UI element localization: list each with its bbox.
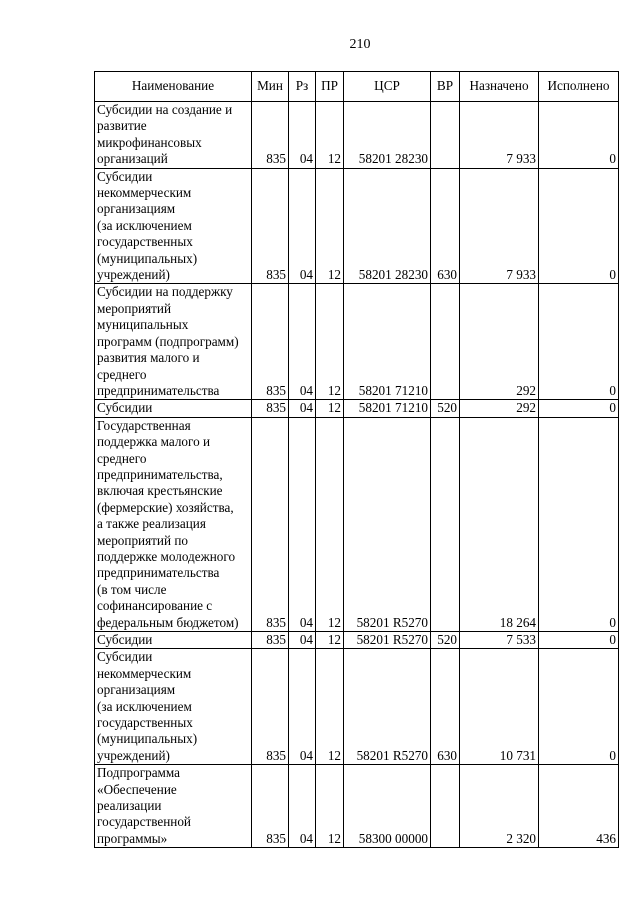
cell-pr: 12 <box>316 168 344 284</box>
cell-name: Субсидии на создание и развитие микрофинансовых организаций <box>95 102 252 169</box>
cell-vr: 630 <box>431 168 460 284</box>
cell-min: 835 <box>252 765 289 848</box>
cell-min: 835 <box>252 400 289 417</box>
cell-name: Государственная поддержка малого и среднего предпринимательства, включая крестьянские (фермерские) хозяйства, а также реализация мероприятий по поддержке молодежного предпринимательства (в том числе софинансирование с федеральным бюджетом) <box>95 417 252 631</box>
cell-assigned: 2 320 <box>460 765 539 848</box>
cell-rz: 04 <box>289 417 316 631</box>
cell-csr: 58201 71210 <box>344 284 431 400</box>
table-row <box>95 102 619 169</box>
table-row <box>95 632 619 649</box>
cell-pr: 12 <box>316 765 344 848</box>
header-name: Наименование <box>95 72 252 102</box>
cell-vr: 630 <box>431 649 460 765</box>
budget-table <box>94 71 619 848</box>
cell-csr: 58201 28230 <box>344 102 431 169</box>
cell-min: 835 <box>252 168 289 284</box>
cell-min: 835 <box>252 632 289 649</box>
cell-csr: 58300 00000 <box>344 765 431 848</box>
header-assigned: Назначено <box>460 72 539 102</box>
cell-name: Субсидии некоммерческим организациям (за исключением государственных (муниципальных) учреждений) <box>95 168 252 284</box>
cell-executed: 0 <box>539 168 619 284</box>
header-vr: ВР <box>431 72 460 102</box>
table-row <box>95 417 619 631</box>
cell-vr <box>431 284 460 400</box>
cell-assigned: 7 533 <box>460 632 539 649</box>
cell-min: 835 <box>252 102 289 169</box>
cell-rz: 04 <box>289 649 316 765</box>
cell-csr: 58201 28230 <box>344 168 431 284</box>
header-csr: ЦСР <box>344 72 431 102</box>
cell-csr: 58201 R5270 <box>344 417 431 631</box>
cell-executed: 436 <box>539 765 619 848</box>
cell-rz: 04 <box>289 765 316 848</box>
cell-assigned: 292 <box>460 284 539 400</box>
cell-pr: 12 <box>316 632 344 649</box>
page-number: 210 <box>349 37 371 52</box>
cell-min: 835 <box>252 417 289 631</box>
cell-name: Субсидии <box>95 400 252 417</box>
table-row <box>95 168 619 284</box>
cell-pr: 12 <box>316 649 344 765</box>
cell-pr: 12 <box>316 102 344 169</box>
cell-name: Субсидии <box>95 632 252 649</box>
cell-executed: 0 <box>539 632 619 649</box>
cell-rz: 04 <box>289 400 316 417</box>
cell-rz: 04 <box>289 102 316 169</box>
header-pr: ПР <box>316 72 344 102</box>
cell-csr: 58201 R5270 <box>344 632 431 649</box>
cell-csr: 58201 R5270 <box>344 649 431 765</box>
cell-rz: 04 <box>289 168 316 284</box>
cell-vr: 520 <box>431 632 460 649</box>
cell-assigned: 7 933 <box>460 102 539 169</box>
cell-executed: 0 <box>539 649 619 765</box>
cell-pr: 12 <box>316 400 344 417</box>
cell-min: 835 <box>252 649 289 765</box>
cell-rz: 04 <box>289 632 316 649</box>
cell-rz: 04 <box>289 284 316 400</box>
table-row <box>95 765 619 848</box>
cell-executed: 0 <box>539 102 619 169</box>
table-row <box>95 284 619 400</box>
cell-assigned: 10 731 <box>460 649 539 765</box>
cell-name: Субсидии некоммерческим организациям (за исключением государственных (муниципальных) учреждений) <box>95 649 252 765</box>
cell-vr <box>431 417 460 631</box>
cell-executed: 0 <box>539 284 619 400</box>
table-row <box>95 400 619 417</box>
cell-vr <box>431 765 460 848</box>
cell-executed: 0 <box>539 417 619 631</box>
cell-vr <box>431 102 460 169</box>
cell-name: Подпрограмма «Обеспечение реализации государственной программы» <box>95 765 252 848</box>
cell-assigned: 18 264 <box>460 417 539 631</box>
header-executed: Исполнено <box>539 72 619 102</box>
table-row <box>95 649 619 765</box>
cell-assigned: 292 <box>460 400 539 417</box>
header-min: Мин <box>252 72 289 102</box>
header-rz: Рз <box>289 72 316 102</box>
cell-pr: 12 <box>316 284 344 400</box>
cell-min: 835 <box>252 284 289 400</box>
cell-executed: 0 <box>539 400 619 417</box>
cell-vr: 520 <box>431 400 460 417</box>
cell-pr: 12 <box>316 417 344 631</box>
cell-name: Субсидии на поддержку мероприятий муниципальных программ (подпрограмм) развития малого и среднего предпринимательства <box>95 284 252 400</box>
cell-assigned: 7 933 <box>460 168 539 284</box>
cell-csr: 58201 71210 <box>344 400 431 417</box>
table-header-row <box>95 72 619 102</box>
